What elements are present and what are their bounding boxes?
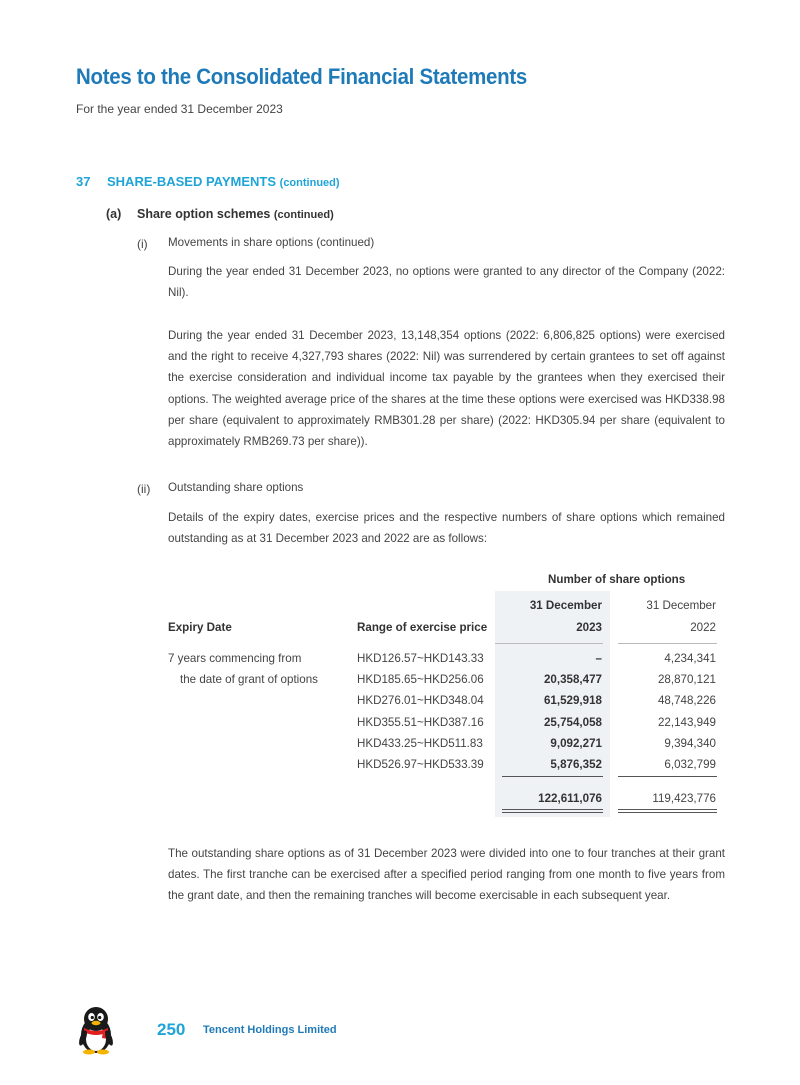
table-row-value-2022: 6,032,799 [664,758,716,771]
table-row-range: HKD185.65~HKD256.06 [357,673,484,686]
table-row-range: HKD526.97~HKD533.39 [357,758,484,771]
table-header-2022-line2: 2022 [690,621,716,634]
section-number: 37 [76,174,91,189]
table-row-range: HKD433.25~HKD511.83 [357,737,483,750]
table-header-expiry: Expiry Date [168,621,232,634]
table-total-2023: 122,611,076 [538,792,602,805]
total-double-rule-2022-a [618,809,717,810]
item-i-numeral: (i) [137,237,148,251]
table-row-value-2023: 25,754,058 [543,716,602,729]
subtotal-rule-2022 [618,776,717,777]
item-ii-numeral: (ii) [137,482,151,496]
subtotal-rule-2023 [502,776,603,777]
item-i-paragraph-1: During the year ended 31 December 2023, no options were granted to any director of the Company (2022: Nil). [168,265,725,300]
page-number: 250 [157,1020,186,1039]
table-row-value-2022: 22,143,949 [657,716,716,729]
expiry-line-1: 7 years commencing from [168,652,302,665]
table-row-value-2023: – [595,652,602,665]
page-subtitle: For the year ended 31 December 2023 [76,102,283,116]
item-i-paragraph-2: During the year ended 31 December 2023, 13,148,354 options (2022: 6,806,825 options) were exercised and the right to receive 4,327,793 shares (2022: Nil) was surrendered by certain grantees to set off against the exercise consideration and individual income tax payable by the grantees when they exercised their options. The weighted average price of the shares at the time these options were exercised was HKD338.98 per share (equivalent to approximately RMB301.28 per share) (2022: HKD305.94 per share (equivalent to approximately RMB269.73 per share)). [168,329,725,449]
table-row-range: HKD126.57~HKD143.33 [357,652,484,665]
expiry-line-2: the date of grant of options [180,673,318,686]
table-row-range: HKD276.01~HKD348.04 [357,694,484,707]
table-header-2022-line1: 31 December [646,599,716,612]
subsection-continued: (continued) [273,209,334,221]
subsection-title-text: Share option schemes [137,207,271,221]
page-title: Notes to the Consolidated Financial Statements [76,64,528,89]
table-header-range: Range of exercise price [357,621,488,634]
section-title-text: SHARE-BASED PAYMENTS [107,174,277,189]
item-ii-heading: Outstanding share options [168,481,304,494]
table-row-value-2023: 9,092,271 [550,737,602,750]
total-double-rule-2022-b [618,812,717,813]
company-name: Tencent Holdings Limited [203,1024,337,1036]
table-group-header: Number of share options [548,573,686,586]
table-row-value-2022: 4,234,341 [664,652,716,665]
subsection-letter: (a) [106,207,122,221]
item-ii-paragraph-1: Details of the expiry dates, exercise prices and the respective numbers of share options which remained outstanding as at 31 December 2023 and 2022 are as follows: [168,511,725,546]
table-row-range: HKD355.51~HKD387.16 [357,716,484,729]
total-double-rule-2023-a [502,809,603,810]
section-continued: (continued) [279,177,340,189]
subsection-title [137,207,334,221]
total-double-rule-2023-b [502,812,603,813]
closing-paragraph: The outstanding share options as of 31 December 2023 were divided into one to four tranches at their grant dates. The first tranche can be exercised after a specified period ranging from one month to five years from the grant date, and then the remaining tranches will become exercisable in each subsequent year. [168,847,725,903]
table-header-rule-2022 [618,643,717,644]
item-i-heading: Movements in share options (continued) [168,236,375,249]
table-row-value-2022: 28,870,121 [657,673,716,686]
table-row-value-2023: 20,358,477 [543,673,602,686]
table-row-value-2022: 48,748,226 [657,694,716,707]
table-row-value-2023: 5,876,352 [550,758,602,771]
table-header-2023-line1: 31 December [529,599,602,612]
table-header-2023-line2: 2023 [576,621,602,634]
table-total-2022: 119,423,776 [652,792,716,805]
penguin-mascot-icon [75,1005,117,1055]
section-title [107,174,340,189]
table-row-value-2022: 9,394,340 [664,737,716,750]
table-header-rule-2023 [495,643,603,644]
table-row-value-2023: 61,529,918 [543,694,602,707]
